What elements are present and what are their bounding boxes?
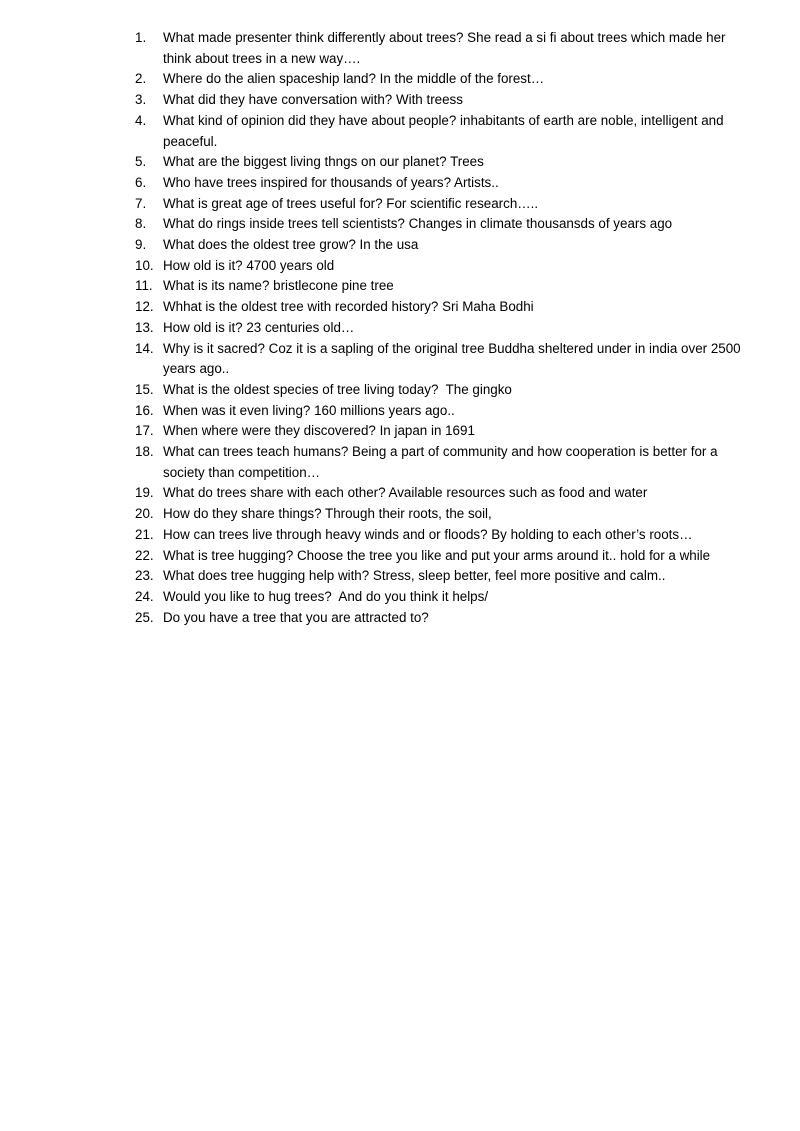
list-item-number: 9.: [135, 237, 147, 253]
list-item: [135, 69, 745, 90]
list-item-text: What do rings inside trees tell scientists? Changes in climate thousansds of years ago: [163, 216, 673, 232]
list-item-number: 1.: [135, 30, 147, 45]
list-item: [135, 483, 745, 504]
list-item-text: What is the oldest species of tree living today? The gingko: [163, 381, 512, 397]
list-item: [135, 111, 745, 152]
list-item-text: Where do the alien spaceship land? In the middle of the forest…: [163, 71, 545, 87]
list-item: [135, 587, 745, 608]
list-item: [135, 339, 745, 380]
list-item-text: Do you have a tree that you are attracted to?: [163, 609, 429, 625]
list-item-number: 20.: [135, 506, 154, 522]
list-item-text: How old is it? 4700 years old: [163, 257, 335, 273]
question-answer-list: [135, 28, 745, 628]
list-item-text: What are the biggest living thngs on our planet? Trees: [163, 154, 484, 170]
list-item: [135, 318, 745, 339]
list-item: [135, 90, 745, 111]
list-item: [135, 214, 745, 235]
list-item-number: 23.: [135, 568, 154, 584]
list-item: [135, 525, 745, 546]
list-item-number: 5.: [135, 154, 147, 170]
list-item-text: What made presenter think differently about trees? She read a si fi about trees which made her think about trees in a new way….: [163, 30, 730, 66]
list-item: [135, 256, 745, 277]
list-item-text: What can trees teach humans? Being a part of community and how cooperation is better for a society than competition…: [163, 444, 722, 480]
list-item: [135, 28, 745, 69]
list-item-number: 7.: [135, 195, 147, 211]
list-item: [135, 194, 745, 215]
list-item-text: Who have trees inspired for thousands of years? Artists..: [163, 174, 499, 190]
list-item-number: 12.: [135, 299, 154, 315]
list-item-number: 19.: [135, 485, 154, 501]
list-item: [135, 173, 745, 194]
list-item-text: What kind of opinion did they have about people? inhabitants of earth are noble, intelligent and peaceful.: [163, 112, 728, 149]
list-item: [135, 380, 745, 401]
list-item-text: What did they have conversation with? With treess: [163, 92, 463, 108]
list-item: [135, 297, 745, 318]
list-item: [135, 608, 745, 629]
list-item-number: 13.: [135, 319, 154, 335]
list-item-number: 11.: [135, 278, 153, 294]
list-item-text: What is tree hugging? Choose the tree you like and put your arms around it.. hold for a while: [163, 547, 711, 563]
list-item-text: When was it even living? 160 millions years ago..: [163, 402, 455, 418]
list-item-number: 14.: [135, 340, 154, 356]
list-item-number: 2.: [135, 71, 147, 87]
list-item: [135, 401, 745, 422]
list-item-text: Would you like to hug trees? And do you think it helps/: [163, 588, 489, 604]
list-item: [135, 546, 745, 567]
list-item-number: 17.: [135, 423, 154, 439]
list-item-number: 15.: [135, 381, 154, 397]
list-item-number: 10.: [135, 257, 154, 273]
list-item-text: How old is it? 23 centuries old…: [163, 319, 355, 335]
list-item: [135, 235, 745, 256]
list-item-number: 18.: [135, 444, 154, 460]
list-item-number: 4.: [135, 112, 147, 128]
list-item-text: What do trees share with each other? Available resources such as food and water: [163, 485, 648, 501]
list-item-number: 25.: [135, 609, 154, 625]
list-item-number: 3.: [135, 92, 147, 108]
list-item-number: 8.: [135, 216, 147, 232]
list-item-number: 22.: [135, 547, 154, 563]
list-item-number: 6.: [135, 174, 147, 190]
list-item-text: What is great age of trees useful for? For scientific research…..: [163, 195, 539, 211]
list-item-text: When where were they discovered? In japan in 1691: [163, 423, 475, 439]
list-item-text: Whhat is the oldest tree with recorded history? Sri Maha Bodhi: [163, 299, 534, 315]
list-item-text: What does tree hugging help with? Stress, sleep better, feel more positive and calm..: [163, 568, 666, 584]
list-item-number: 24.: [135, 588, 154, 604]
list-item-number: 16.: [135, 402, 154, 418]
list-item: [135, 504, 745, 525]
list-item-text: What does the oldest tree grow? In the usa: [163, 237, 419, 253]
list-item: [135, 566, 745, 587]
list-item: [135, 421, 745, 442]
list-item-text: What is its name? bristlecone pine tree: [163, 278, 394, 294]
list-item: [135, 442, 745, 483]
list-item: [135, 152, 745, 173]
list-item-text: Why is it sacred? Coz it is a sapling of the original tree Buddha sheltered under in india over 2500 years ago..: [163, 340, 745, 377]
list-item: [135, 276, 745, 297]
list-item-number: 21.: [135, 526, 154, 542]
list-item-text: How can trees live through heavy winds and or floods? By holding to each other’s roots…: [163, 526, 693, 542]
list-item-text: How do they share things? Through their roots, the soil,: [163, 506, 492, 522]
